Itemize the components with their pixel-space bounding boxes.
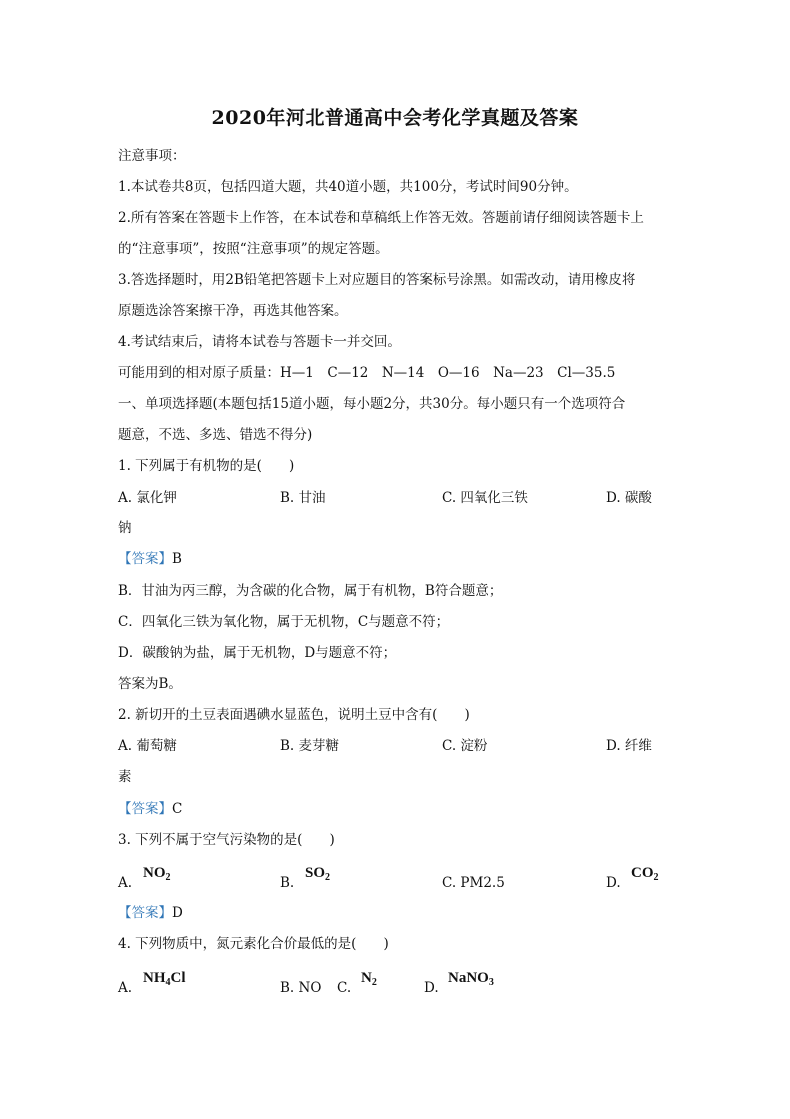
q1-explanation-d: D．碳酸钠为盐，属于无机物，D与题意不符； — [118, 645, 397, 661]
q4-option-c-formula: $N_2$ — [361, 970, 377, 988]
q4-option-c-label: C. — [337, 980, 352, 996]
notice-item-4: 4.考试结束后，请将本试卷与答题卡一并交回。 — [118, 334, 401, 350]
q3-option-d-formula: $CO_2$ — [631, 865, 659, 883]
page-title: 2020年河北普通高中会考化学真题及答案 — [211, 107, 579, 129]
q1-explanation-c: C．四氧化三铁为氧化物，属于无机物，C与题意不符； — [118, 614, 450, 630]
q3-option-a-formula: $NO_2$ — [143, 865, 171, 883]
q3-option-d-label: D. — [606, 875, 621, 891]
notice-item-3a: 3.答选择题时，用2B铅笔把答题卡上对应题目的答案标号涂黑。如需改动，请用橡皮将 — [118, 272, 636, 288]
q3-option-b-label: B. — [280, 875, 295, 891]
q2-option-b: B. 麦芽糖 — [280, 738, 340, 754]
q2-option-a: A. 葡萄糖 — [118, 738, 177, 754]
q2-option-d-continued: 素 — [118, 769, 132, 785]
answer-tag: 【答案】 — [118, 551, 172, 567]
q2-answer-value: C — [172, 801, 183, 817]
q4-option-a-label: A. — [118, 980, 133, 996]
q4-option-a-formula: $NH_4Cl$ — [143, 970, 186, 988]
q4-option-d-formula: NaNO$_3$ — [448, 970, 494, 988]
section-heading-a: 一、单项选择题(本题包括15道小题，每小题2分，共30分。每小题只有一个选项符合 — [118, 396, 626, 412]
notice-item-2b: 的“注意事项”，按照“注意事项”的规定答题。 — [118, 241, 389, 257]
q4-stem: 4. 下列物质中，氮元素化合价最低的是( ) — [118, 936, 389, 952]
q1-stem: 1. 下列属于有机物的是( ) — [118, 458, 295, 474]
q1-option-a: A. 氯化钾 — [118, 490, 177, 506]
q1-answer — [118, 550, 182, 568]
q1-option-b: B. 甘油 — [280, 490, 326, 506]
answer-tag: 【答案】 — [118, 905, 172, 921]
q4-option-d-label: D. — [424, 980, 439, 996]
q1-option-d: D. 碳酸 — [606, 490, 652, 506]
q1-option-c: C. 四氧化三铁 — [442, 490, 528, 506]
section-heading-b: 题意，不选、多选、错选不得分) — [118, 427, 313, 443]
q1-explanation-b: B．甘油为丙三醇，为含碳的化合物，属于有机物，B符合题意； — [118, 583, 503, 599]
notice-heading: 注意事项： — [118, 148, 186, 164]
q1-conclusion: 答案为B。 — [118, 676, 182, 692]
q3-answer — [118, 904, 183, 922]
q2-option-c: C. 淀粉 — [442, 738, 488, 754]
q2-answer — [118, 800, 182, 818]
answer-tag: 【答案】 — [118, 801, 172, 817]
atomic-masses: 可能用到的相对原子质量：H—1 C—12 N—14 O—16 Na—23 Cl—35.5 — [118, 365, 616, 381]
q3-option-b-formula: $SO_2$ — [305, 865, 331, 883]
notice-item-3b: 原题选涂答案擦干净，再选其他答案。 — [118, 303, 348, 319]
q4-option-b: B. NO — [280, 980, 322, 996]
q1-option-d-continued: 钠 — [118, 520, 132, 536]
q3-option-a-label: A. — [118, 875, 133, 891]
q3-answer-value: D — [172, 905, 183, 921]
q3-stem: 3. 下列不属于空气污染物的是( ) — [118, 832, 335, 848]
notice-item-1: 1.本试卷共8页，包括四道大题，共40道小题，共100分，考试时间90分钟。 — [118, 179, 578, 195]
notice-item-2a: 2.所有答案在答题卡上作答，在本试卷和草稿纸上作答无效。答题前请仔细阅读答题卡上 — [118, 210, 644, 226]
q3-option-c: C. PM2.5 — [442, 875, 505, 891]
q1-answer-value: B — [172, 551, 182, 567]
q2-stem: 2. 新切开的土豆表面遇碘水显蓝色，说明土豆中含有( ) — [118, 707, 470, 723]
q2-option-d: D. 纤维 — [606, 738, 652, 754]
